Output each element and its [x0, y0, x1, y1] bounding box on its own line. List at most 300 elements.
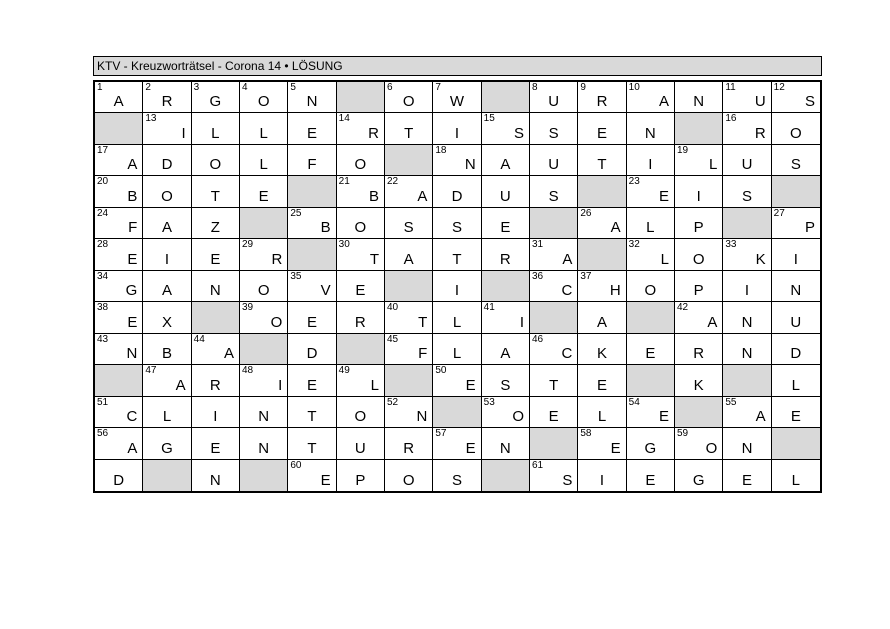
solution-letter: U [790, 313, 802, 331]
solution-letter: S [741, 187, 752, 205]
grid-cell [288, 302, 336, 333]
grid-cell [578, 428, 626, 459]
grid-cell [143, 397, 191, 428]
black-cell [143, 460, 191, 491]
grid-cell [337, 397, 385, 428]
black-cell [95, 113, 143, 144]
solution-letter: N [741, 313, 753, 331]
solution-letter: O [692, 250, 705, 268]
grid-cell [95, 239, 143, 270]
clue-number: 53 [483, 396, 495, 408]
solution-letter: H [609, 282, 621, 300]
grid-cell [337, 460, 385, 491]
solution-letter: I [454, 282, 460, 300]
solution-letter: P [693, 282, 704, 300]
solution-letter: V [320, 282, 331, 300]
clue-number: 45 [386, 333, 399, 345]
clue-number: 33 [725, 239, 737, 251]
clue-number: 16 [725, 113, 737, 125]
solution-letter: R [754, 124, 766, 142]
clue-number: 42 [676, 302, 689, 314]
clue-number: 11 [725, 82, 736, 93]
clue-number: 25 [290, 207, 302, 219]
solution-letter: F [418, 345, 428, 363]
solution-letter: I [599, 471, 605, 489]
grid-cell [337, 113, 385, 144]
grid-cell [723, 82, 771, 113]
black-cell [95, 365, 143, 396]
clue-number: 29 [241, 239, 254, 251]
grid-cell [95, 302, 143, 333]
solution-letter: I [278, 376, 283, 394]
clue-number: 28 [97, 239, 109, 251]
grid-cell [627, 334, 675, 365]
solution-letter: U [548, 93, 560, 111]
solution-letter: P [693, 219, 704, 237]
grid-cell [482, 428, 530, 459]
grid-cell [95, 334, 143, 365]
black-cell [482, 82, 530, 113]
solution-letter: S [548, 124, 559, 142]
grid-cell [385, 208, 433, 239]
solution-letter: S [513, 124, 524, 142]
solution-letter: A [755, 408, 766, 426]
clue-number: 23 [628, 176, 640, 188]
grid-cell [675, 460, 723, 491]
grid-cell [675, 176, 723, 207]
grid-cell [627, 239, 675, 270]
solution-letter: E [500, 219, 511, 237]
solution-letter: A [127, 439, 138, 457]
solution-letter: S [548, 187, 559, 205]
clue-number: 32 [628, 239, 640, 251]
grid-cell [530, 365, 578, 396]
solution-letter: T [307, 439, 317, 457]
solution-letter: B [127, 187, 138, 205]
solution-letter: A [500, 345, 511, 363]
grid-cell [143, 145, 191, 176]
solution-letter: L [660, 250, 669, 268]
grid-cell [95, 397, 143, 428]
solution-letter: N [790, 282, 802, 300]
black-cell [772, 428, 820, 459]
grid-cell [482, 302, 530, 333]
solution-letter: B [368, 187, 379, 205]
grid-cell [143, 302, 191, 333]
clue-number: 9 [580, 82, 586, 93]
solution-letter: O [354, 408, 367, 426]
grid-cell [723, 397, 771, 428]
solution-letter: S [790, 156, 801, 174]
solution-letter: A [113, 93, 124, 111]
grid-cell [143, 428, 191, 459]
grid-cell [433, 176, 481, 207]
clue-number: 1 [97, 82, 103, 93]
black-cell [240, 208, 288, 239]
solution-letter: I [648, 156, 653, 174]
grid-cell [627, 460, 675, 491]
solution-letter: A [562, 250, 573, 268]
black-cell [675, 397, 723, 428]
solution-letter: E [610, 439, 621, 457]
grid-cell [143, 271, 191, 302]
grid-cell [530, 397, 578, 428]
grid-cell [772, 460, 820, 491]
grid-cell [385, 428, 433, 459]
grid-cell [530, 271, 578, 302]
clue-number: 21 [338, 176, 350, 188]
clue-number: 12 [773, 82, 785, 93]
solution-letter: S [804, 93, 815, 111]
clue-number: 44 [193, 333, 205, 345]
clue-number: 34 [97, 270, 109, 282]
grid-cell [433, 113, 481, 144]
grid-cell [482, 365, 530, 396]
clue-number: 18 [435, 144, 447, 156]
clue-number: 4 [241, 82, 248, 93]
clue-number: 22 [386, 176, 399, 188]
solution-letter: N [258, 408, 270, 426]
grid-cell [95, 271, 143, 302]
grid-cell [385, 239, 433, 270]
grid-cell [337, 365, 385, 396]
solution-letter: E [306, 313, 317, 331]
grid-cell [95, 176, 143, 207]
grid-cell [578, 365, 626, 396]
clue-number: 56 [97, 428, 109, 440]
solution-letter: R [693, 345, 705, 363]
clue-number: 20 [97, 176, 109, 188]
grid-cell [772, 397, 820, 428]
solution-letter: E [306, 376, 317, 394]
solution-letter: R [368, 124, 379, 142]
solution-letter: L [791, 471, 800, 489]
solution-letter: E [355, 282, 366, 300]
solution-letter: L [708, 156, 718, 174]
grid-cell [530, 113, 578, 144]
solution-letter: P [804, 219, 815, 237]
solution-letter: Z [210, 219, 220, 237]
solution-letter: O [209, 156, 222, 174]
solution-letter: A [658, 93, 669, 111]
black-cell [385, 271, 433, 302]
grid-cell [288, 397, 336, 428]
solution-letter: N [126, 345, 138, 363]
solution-letter: E [596, 376, 607, 394]
black-cell [627, 365, 675, 396]
grid-cell [530, 145, 578, 176]
solution-letter: E [790, 408, 801, 426]
solution-letter: R [499, 250, 511, 268]
grid-cell [482, 208, 530, 239]
solution-letter: N [306, 93, 318, 111]
grid-cell [578, 271, 626, 302]
grid-cell [288, 460, 336, 491]
solution-letter: E [645, 471, 656, 489]
grid-cell [433, 82, 481, 113]
grid-cell [192, 82, 240, 113]
solution-letter: D [113, 471, 125, 489]
black-cell [627, 302, 675, 333]
clue-number: 37 [580, 270, 592, 282]
grid-cell [433, 460, 481, 491]
grid-cell [627, 176, 675, 207]
clue-number: 57 [435, 428, 447, 440]
solution-letter: S [403, 219, 414, 237]
solution-letter: L [211, 124, 220, 142]
crossword-grid [93, 80, 822, 493]
clue-number: 19 [676, 144, 689, 156]
solution-letter: E [465, 376, 476, 394]
clue-number: 3 [193, 82, 200, 93]
solution-letter: D [306, 345, 318, 363]
solution-letter: S [451, 219, 462, 237]
grid-cell [143, 208, 191, 239]
grid-cell [675, 82, 723, 113]
clue-number: 5 [290, 82, 296, 93]
solution-letter: E [127, 313, 138, 331]
grid-cell [385, 302, 433, 333]
grid-cell [482, 239, 530, 270]
clue-number: 7 [435, 82, 441, 93]
grid-cell [627, 145, 675, 176]
grid-cell [385, 82, 433, 113]
solution-letter: R [161, 93, 173, 111]
grid-cell [288, 82, 336, 113]
clue-number: 51 [97, 396, 109, 408]
grid-cell [772, 208, 820, 239]
solution-letter: T [210, 187, 220, 205]
solution-letter: E [210, 439, 221, 457]
solution-letter: K [693, 376, 704, 394]
grid-cell [530, 176, 578, 207]
grid-cell [337, 145, 385, 176]
solution-letter: I [793, 250, 798, 268]
clue-number: 39 [241, 302, 254, 314]
clue-number: 54 [628, 396, 640, 408]
solution-letter: K [596, 345, 607, 363]
solution-letter: D [790, 345, 802, 363]
grid-cell [675, 208, 723, 239]
solution-letter: C [561, 345, 573, 363]
solution-letter: T [369, 250, 379, 268]
solution-letter: F [307, 156, 317, 174]
solution-letter: L [259, 124, 268, 142]
solution-letter: N [209, 471, 221, 489]
grid-cell [482, 334, 530, 365]
grid-cell [240, 82, 288, 113]
grid-cell [482, 397, 530, 428]
solution-letter: L [452, 345, 462, 363]
grid-cell [723, 460, 771, 491]
black-cell [240, 460, 288, 491]
solution-letter: P [355, 471, 366, 489]
clue-number: 15 [483, 113, 495, 125]
grid-cell [578, 397, 626, 428]
clue-number: 24 [97, 207, 109, 219]
solution-letter: N [258, 439, 270, 457]
grid-cell [433, 145, 481, 176]
solution-letter: E [465, 439, 476, 457]
grid-cell [143, 113, 191, 144]
grid-cell [192, 334, 240, 365]
solution-letter: W [449, 93, 465, 111]
grid-cell [772, 334, 820, 365]
solution-letter: O [257, 282, 270, 300]
solution-letter: I [181, 124, 186, 142]
grid-cell [288, 365, 336, 396]
solution-letter: L [259, 156, 268, 174]
solution-letter: L [162, 408, 172, 426]
black-cell [578, 176, 626, 207]
solution-letter: G [209, 93, 222, 111]
solution-letter: T [597, 156, 607, 174]
solution-letter: D [161, 156, 173, 174]
black-cell [288, 239, 336, 270]
grid-cell [95, 460, 143, 491]
grid-cell [433, 365, 481, 396]
grid-cell [337, 176, 385, 207]
black-cell [578, 239, 626, 270]
solution-letter: U [354, 439, 366, 457]
black-cell [433, 397, 481, 428]
clue-number: 8 [531, 82, 538, 93]
solution-letter: T [307, 408, 317, 426]
grid-cell [772, 113, 820, 144]
grid-cell [723, 271, 771, 302]
solution-letter: G [644, 439, 657, 457]
clue-number: 43 [97, 333, 109, 345]
grid-cell [675, 428, 723, 459]
black-cell [288, 176, 336, 207]
clue-number: 55 [725, 396, 737, 408]
solution-letter: N [464, 156, 476, 174]
clue-number: 31 [531, 239, 544, 251]
grid-cell [772, 302, 820, 333]
grid-cell [143, 334, 191, 365]
solution-letter: L [370, 376, 379, 394]
solution-letter: N [644, 124, 656, 142]
solution-letter: A [175, 376, 186, 394]
grid-cell [723, 239, 771, 270]
clue-number: 27 [773, 207, 785, 219]
solution-letter: S [500, 376, 511, 394]
grid-cell [723, 334, 771, 365]
solution-letter: R [354, 313, 366, 331]
grid-cell [482, 176, 530, 207]
grid-cell [288, 271, 336, 302]
solution-letter: E [548, 408, 559, 426]
clue-number: 41 [483, 302, 495, 314]
grid-cell [530, 82, 578, 113]
grid-cell [627, 271, 675, 302]
grid-cell [192, 428, 240, 459]
grid-cell [433, 208, 481, 239]
grid-cell [723, 176, 771, 207]
grid-cell [627, 82, 675, 113]
solution-letter: K [755, 250, 766, 268]
grid-cell [482, 145, 530, 176]
clue-number: 40 [386, 302, 399, 314]
clue-number: 61 [531, 459, 544, 471]
solution-letter: O [161, 187, 173, 205]
grid-cell [240, 271, 288, 302]
grid-cell [433, 428, 481, 459]
grid-cell [288, 145, 336, 176]
grid-cell [337, 208, 385, 239]
black-cell [530, 428, 578, 459]
grid-cell [627, 113, 675, 144]
solution-letter: A [596, 313, 607, 331]
grid-cell [772, 239, 820, 270]
solution-letter: E [741, 471, 752, 489]
clue-number: 47 [145, 365, 157, 377]
solution-letter: O [270, 313, 283, 331]
puzzle-title: KTV - Kreuzworträtsel - Corona 14 • LÖSUNG [93, 56, 822, 76]
solution-letter: A [610, 219, 621, 237]
solution-letter: E [306, 124, 317, 142]
solution-letter: A [161, 219, 172, 237]
clue-number: 6 [386, 82, 393, 93]
grid-cell [385, 334, 433, 365]
solution-letter: B [320, 219, 331, 237]
solution-letter: N [416, 408, 428, 426]
solution-letter: C [126, 408, 138, 426]
solution-letter: T [418, 313, 428, 331]
solution-letter: S [562, 471, 573, 489]
grid-cell [578, 208, 626, 239]
clue-number: 2 [145, 82, 151, 93]
grid-cell [772, 365, 820, 396]
clue-number: 50 [435, 365, 447, 377]
solution-letter: L [597, 408, 607, 426]
solution-letter: A [223, 345, 234, 363]
grid-cell [723, 113, 771, 144]
grid-cell [288, 113, 336, 144]
grid-cell [675, 239, 723, 270]
grid-cell [337, 428, 385, 459]
grid-cell [95, 428, 143, 459]
clue-number: 17 [97, 144, 109, 156]
solution-letter: U [754, 93, 766, 111]
solution-letter: U [548, 156, 560, 174]
black-cell [337, 334, 385, 365]
solution-letter: A [127, 156, 138, 174]
grid-cell [192, 271, 240, 302]
solution-letter: E [320, 471, 331, 489]
solution-letter: O [644, 282, 657, 300]
grid-cell [192, 460, 240, 491]
grid-cell [143, 176, 191, 207]
solution-letter: E [658, 187, 669, 205]
solution-letter: E [210, 250, 221, 268]
solution-letter: I [744, 282, 750, 300]
solution-letter: I [454, 124, 460, 142]
grid-cell [578, 460, 626, 491]
solution-letter: I [696, 187, 701, 205]
grid-cell [723, 428, 771, 459]
grid-cell [723, 145, 771, 176]
grid-cell [192, 397, 240, 428]
black-cell [482, 460, 530, 491]
solution-letter: N [499, 439, 511, 457]
solution-letter: T [452, 250, 462, 268]
grid-cell [192, 208, 240, 239]
solution-letter: O [402, 93, 415, 111]
grid-cell [143, 239, 191, 270]
clue-number: 59 [676, 428, 689, 440]
black-cell [337, 82, 385, 113]
